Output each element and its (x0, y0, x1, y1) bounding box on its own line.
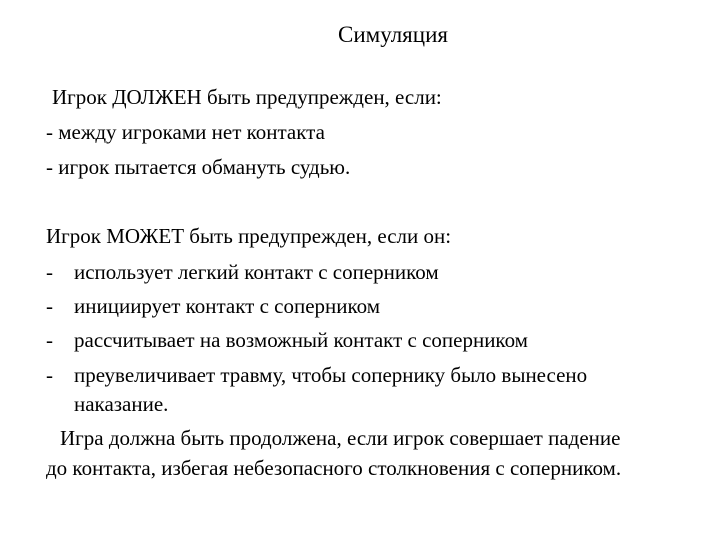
slide-title (0, 20, 720, 50)
section1-heading: Игрок ДОЛЖЕН быть предупрежден, если: (52, 85, 442, 109)
section2-item: рассчитывает на возможный контакт с соперником (74, 328, 528, 352)
section1-item: - игрок пытается обмануть судью. (46, 155, 351, 179)
section2-heading: Игрок МОЖЕТ быть предупрежден, если он: (46, 224, 452, 248)
section2-item: использует легкий контакт с соперником (74, 260, 439, 284)
section3-line: Игра должна быть продолжена, если игрок совершает падение (60, 426, 621, 450)
bullet-dash: - (46, 363, 53, 387)
bullet-dash: - (46, 328, 53, 352)
section2-item: инициирует контакт с соперником (74, 294, 381, 318)
bullet-dash: - (46, 294, 53, 318)
section1-item: - между игроками нет контакта (46, 120, 325, 144)
section2-item-continuation: наказание. (74, 392, 169, 416)
section2-item: преувеличивает травму, чтобы сопернику было вынесено (74, 363, 588, 387)
bullet-dash: - (46, 260, 53, 284)
slide-title-text: Симуляция (338, 22, 448, 47)
section3-line: до контакта, избегая небезопасного столкновения с соперником. (46, 456, 622, 480)
